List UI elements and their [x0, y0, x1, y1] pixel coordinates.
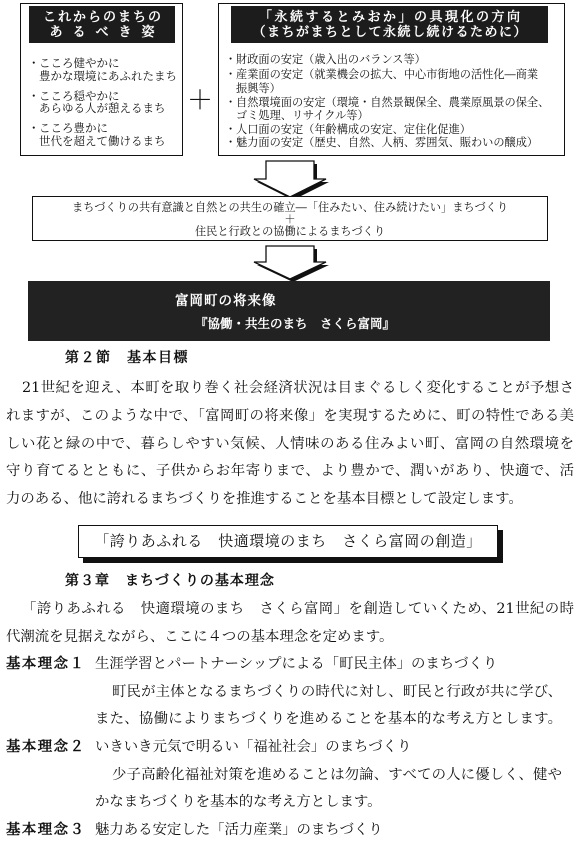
direction-box-header [231, 6, 548, 43]
intro-line: 「誇りあふれる 快適環境のまち さくら富岡」を創造していくため、21世紀の時 [22, 601, 574, 617]
direction-title-line-2: （まちがまちとして永続し続けるために） [252, 25, 528, 40]
principle-body-line: 町民が主体となるまちづくりの時代に対し、町民と行政が共に学び、 [112, 684, 562, 700]
bullet-marker: ・ [225, 96, 237, 109]
principle-title: 魅力ある安定した「活力産業」のまちづくり [95, 822, 383, 838]
vision-title-line-1: これからのまちの [42, 10, 163, 25]
vision-item-line: 豊かな環境にあふれたまち [39, 69, 177, 83]
direction-item-line: 自然環境面の安定（環境・自然景観保全、農業原風景の保全、 [236, 96, 550, 109]
principle-label: 基本理念２ [6, 738, 86, 755]
paragraph-line: れますが、このような中で、「富岡町の将来像」を実現するために、町の特性である美 [6, 408, 574, 424]
shared-principle-line: まちづくりの共有意識と自然との共生の確立―「住みたい、住み続けたい」まちづくり [71, 201, 509, 214]
future-vision-slogan: 『協働・共生のまち さくら富岡』 [195, 316, 396, 331]
vision-item-line: こころ穏やかに [39, 89, 120, 103]
paragraph-line: 21世紀を迎え、本町を取り巻く社会経済状況は目まぐるしく変化することが予想さ [22, 380, 574, 396]
paragraph-line: しい花と緑の中で、暮らしやすい気候、人情味のある住みよい町、富岡の自然環境を [6, 436, 574, 452]
paragraph-line: 力のある、他に誇れるまちづくりを推進することを基本目標として設定します。 [6, 491, 523, 507]
principle-body-line: また、協働によりまちづくりを進めることを基本的な考え方とします。 [95, 711, 562, 727]
shared-principle-line: 住民と行政との協働によるまちづくり [194, 225, 386, 238]
bullet-marker: ・ [28, 121, 40, 135]
direction-item-line: 振興等） [236, 82, 281, 95]
direction-item-line: 人口面の安定（年齢構成の安定、定住化促進） [236, 123, 471, 136]
bullet-marker: ・ [225, 136, 237, 149]
vision-title-line-2: あるべき姿 [49, 25, 165, 40]
vision-box-header [29, 6, 175, 43]
chapter-heading: 第３章 まちづくりの基本理念 [65, 573, 275, 589]
principle-body-line: 少子高齢化福祉対策を進めることは勿論、すべての人に優しく、健や [112, 767, 562, 783]
bullet-marker: ・ [225, 68, 237, 81]
vision-item-line: あらゆる人が憩えるまち [39, 101, 166, 115]
shared-principle-box [32, 196, 548, 241]
vision-box [20, 3, 183, 156]
bullet-marker: ・ [28, 89, 40, 103]
principle-label: 基本理念１ [6, 655, 86, 672]
direction-title-line-1: 「永続するとみおか」の具現化の方向 [258, 10, 523, 25]
bullet-marker: ・ [225, 123, 237, 136]
vision-item-line: こころ豊かに [39, 121, 108, 135]
down-arrow-icon [250, 243, 332, 283]
direction-item-line: 財政面の安定（歳入出のバランス等） [236, 53, 426, 66]
intro-line: 代潮流を見据えながら、ここに４つの基本理念を定めます。 [6, 629, 394, 645]
future-vision-box [28, 281, 550, 341]
section-heading: 第２節 基本目標 [65, 350, 189, 366]
goal-box [78, 525, 498, 558]
principle-label: 基本理念３ [6, 821, 86, 838]
shared-principle-plus: ＋ [284, 213, 296, 226]
direction-item-line: 産業面の安定（就業機会の拡大、中心市街地の活性化―商業 [236, 68, 539, 81]
principle-title: 生涯学習とパートナーシップによる「町民主体」のまちづくり [95, 656, 498, 672]
direction-item-line: 魅力面の安定（歴史、自然、人柄、雰囲気、賑わいの醸成） [236, 136, 539, 149]
plus-sign: ＋ [187, 86, 214, 116]
vision-item-line: 世代を超えて働けるまち [39, 134, 166, 148]
direction-box [218, 3, 565, 156]
paragraph-line: 守り育てるとともに、子供からお年寄りまで、より豊かで、潤いがあり、快適で、活 [6, 463, 574, 479]
bullet-marker: ・ [225, 53, 237, 66]
principle-title: いきいき元気で明るい「福祉社会」のまちづくり [95, 739, 412, 755]
bullet-marker: ・ [28, 56, 40, 70]
principle-body-line: かなまちづくりを基本的な考え方とします。 [95, 794, 382, 810]
vision-item-line: こころ健やかに [39, 56, 120, 70]
goal-text: 「誇りあふれる 快適環境のまち さくら富岡の創造」 [94, 532, 482, 550]
future-vision-title: 富岡町の将来像 [175, 293, 277, 309]
direction-item-line: ゴミ処理、リサイクル等） [236, 109, 369, 122]
